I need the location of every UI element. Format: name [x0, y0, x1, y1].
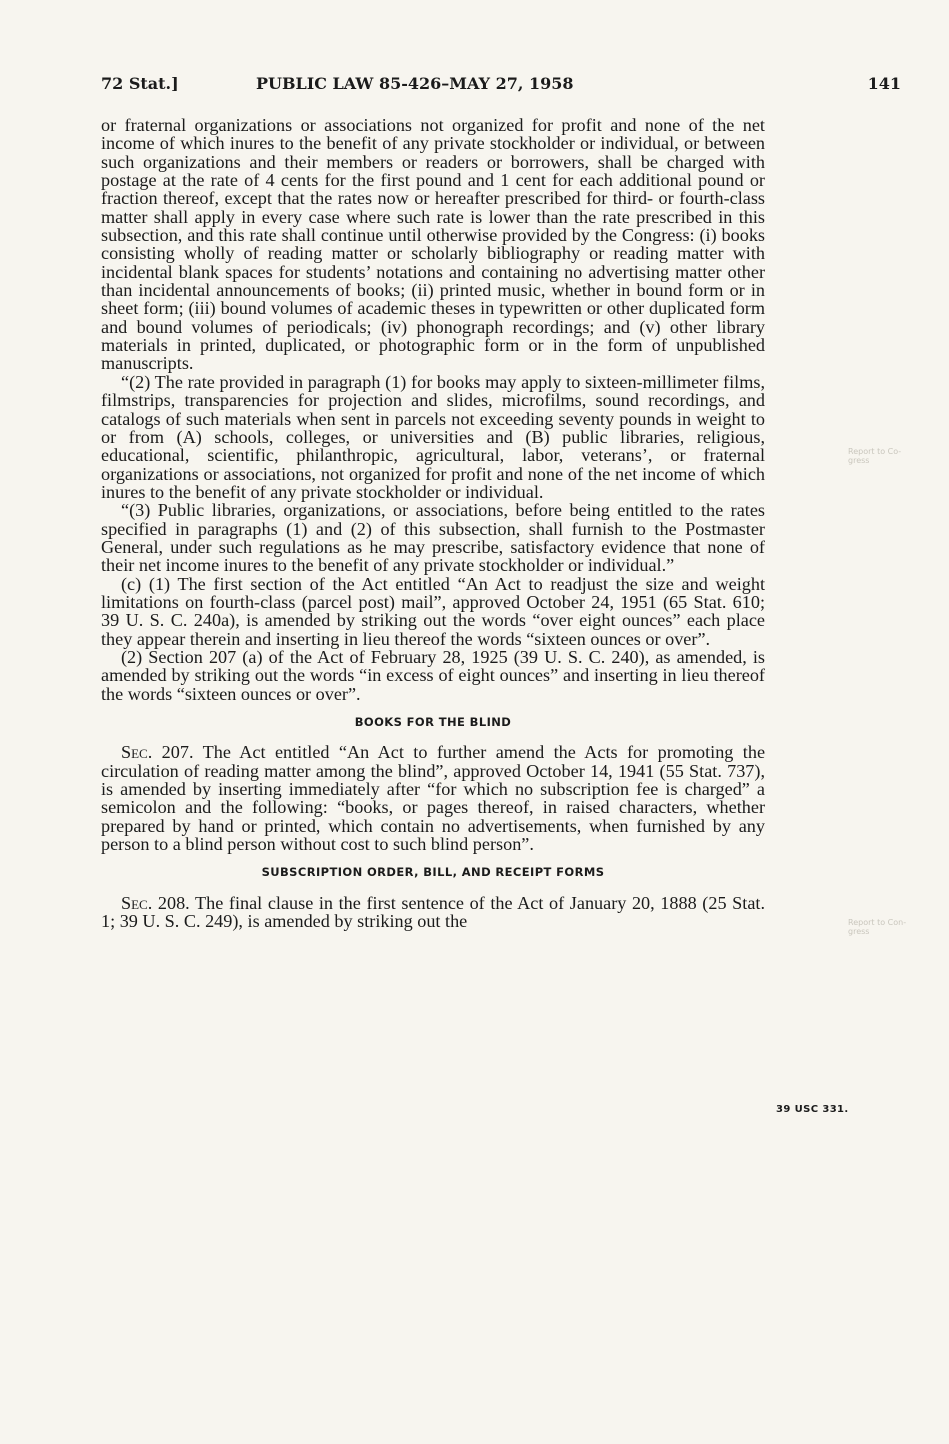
section-label: Sec. 207. — [121, 742, 194, 763]
paragraph: or fraternal organizations or associations not organized for profit and none of the net income of which inures to the benefit of any private stockholder or individual, or between such organizations and their members or readers or borrowers, shall be charged with postage at the rate of 4 cents for the first pound and 1 cent for each additional pound or fraction thereof, except that the rates now or hereafter prescribed for third- or fourth-class matter shall apply in every case where such rate is lower than the rate prescribed in this subsection, and this rate shall continue until otherwise provided by the Congress: (i) books consisting wholly of reading matter or scholarly bibliography or reading matter with incidental blank spaces for students’ notations and containing no advertising matter other than incidental announcements of books; (ii) printed music, whether in bound form or in sheet form; (iii) bound volumes of academic theses in typewritten or other duplicated form and bound volumes of periodicals; (iv) phonograph recordings; and (v) other library materials in printed, duplicated, or photographic form or in the form of unpublished manuscripts. — [101, 115, 765, 374]
paragraph: (c) (1) The first section of the Act entitled “An Act to readjust the size and weight limitations on fourth-class (parcel post) mail”, approved October 24, 1951 (65 Stat. 610; 39 U. S. C. 240a), is amended by striking out the words “over eight ounces” each place they appear therein and inserting in lieu thereof the words “sixteen ounces or over”. — [101, 573, 765, 649]
statute-volume: 72 Stat.] — [101, 74, 179, 93]
page-number: 141 — [867, 74, 901, 93]
paragraph — [101, 743, 765, 853]
section-heading: BOOKS FOR THE BLIND — [354, 715, 512, 729]
paragraph — [101, 894, 765, 931]
paragraph: (2) Section 207 (a) of the Act of February 28, 1925 (39 U. S. C. 240), as amended, is amended by striking out the words “in excess of eight ounces” and inserting in lieu thereof the words “sixteen ounces or over”. — [101, 646, 765, 704]
bleed-through-note: Report to Co- gress — [848, 447, 902, 465]
body-text — [101, 116, 765, 930]
running-header — [101, 74, 901, 98]
margin-citation: 39 USC 331. — [776, 1104, 849, 1115]
paragraph: “(2) The rate provided in paragraph (1) for books may apply to sixteen-millimeter films, filmstrips, transparencies for projection and slides, microfilms, sound recordings, and catalogs of such materials when sent in parcels not exceeding seventy pounds in weight to or from (A) schools, colleges, or universities and (B) public libraries, religious, educational, scientific, philanthropic, agricultural, labor, veterans’, or fraternal organizations or associations, not organized for profit and none of the net income of which inures to the benefit of any private stockholder or individual. — [101, 371, 765, 502]
bleed-through-note: Report to Con- gress — [848, 918, 907, 936]
section-label: Sec. 208. — [121, 892, 190, 913]
paragraph-text: The final clause in the first sentence of the Act of January 20, 1888 (25 Stat. 1; 39 U. S. C. 249), is amended by striking out the — [101, 892, 765, 932]
section-heading: SUBSCRIPTION ORDER, BILL, AND RECEIPT FORMS — [261, 865, 605, 880]
law-title: PUBLIC LAW 85-426–MAY 27, 1958 — [256, 74, 574, 93]
paragraph: “(3) Public libraries, organizations, or associations, before being entitled to the rates specified in paragraphs (1) and (2) of this subsection, shall furnish to the Postmaster General, under such regulations as he may prescribe, satisfactory evidence that none of their net income inures to the benefit of any private stockholder or individual.” — [101, 500, 765, 576]
paragraph-text: The Act entitled “An Act to further amend the Acts for promoting the circulation of reading matter among the blind”, approved October 14, 1941 (55 Stat. 737), is amended by inserting immediately after “for which no subscription fee is charged” a semicolon and the following: “books, or pages thereof, in raised characters, whether prepared by hand or printed, which contain no advertisements, when furnished by any person to a blind person without cost to such blind person”. — [101, 742, 766, 855]
